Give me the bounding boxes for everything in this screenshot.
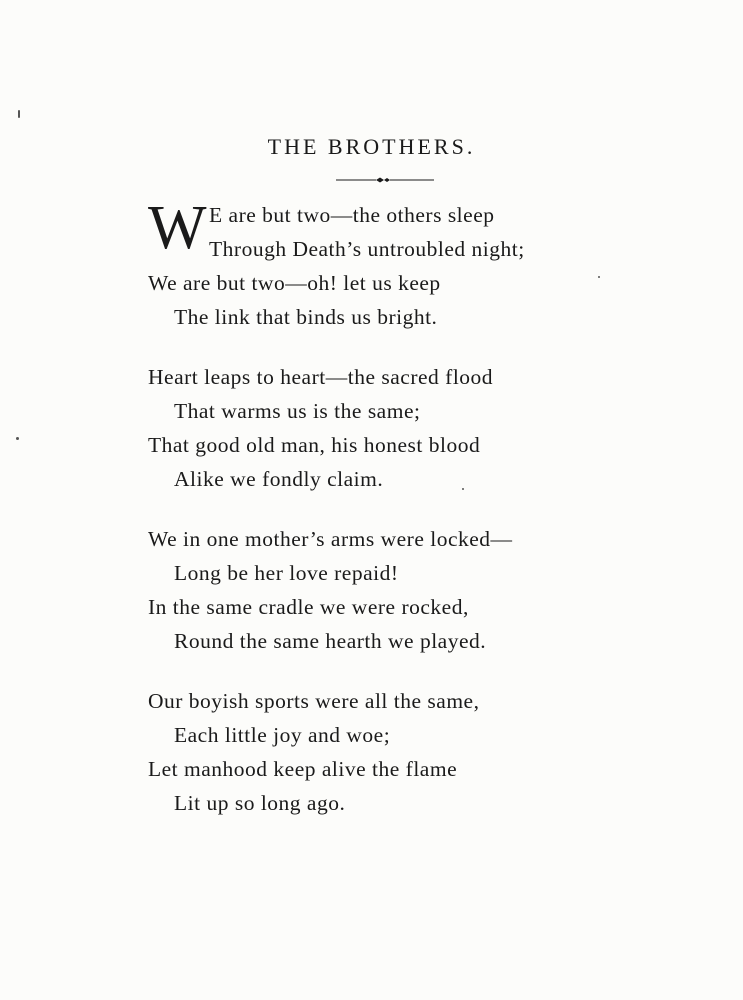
poem-line: The link that binds us bright. — [174, 305, 438, 329]
opening-lines — [148, 198, 648, 266]
title-ornament — [336, 175, 434, 185]
page-speck — [16, 437, 19, 440]
poem-line: That good old man, his honest blood — [148, 433, 481, 457]
stanza — [148, 198, 648, 334]
poem-line: We are but two—oh! let us keep — [148, 271, 441, 295]
page-speck — [18, 110, 20, 118]
poem-line: Round the same hearth we played. — [174, 629, 487, 653]
poem-line: Let manhood keep alive the flame — [148, 757, 458, 781]
poem-line: Through Death’s untroubled night; — [209, 237, 525, 261]
poem-line: Each little joy and woe; — [174, 723, 391, 747]
poem-line: Alike we fondly claim. — [174, 467, 384, 491]
drop-cap: W — [148, 198, 208, 262]
poem-line: E are but two—the others sleep — [209, 203, 495, 227]
stanza — [148, 522, 648, 658]
poem-line: We in one mother’s arms were locked— — [148, 527, 513, 551]
poem-line: Our boyish sports were all the same, — [148, 689, 480, 713]
poem-line: Heart leaps to heart—the sacred flood — [148, 365, 494, 389]
poem-line: Lit up so long ago. — [174, 791, 346, 815]
poem-title: THE BROTHERS. — [267, 134, 476, 159]
poem-line: That warms us is the same; — [174, 399, 421, 423]
stanza — [148, 684, 648, 820]
poem-body — [148, 198, 648, 846]
poem-line: Long be her love repaid! — [174, 561, 399, 585]
poem-line: In the same cradle we were rocked, — [148, 595, 469, 619]
stanza — [148, 360, 648, 496]
